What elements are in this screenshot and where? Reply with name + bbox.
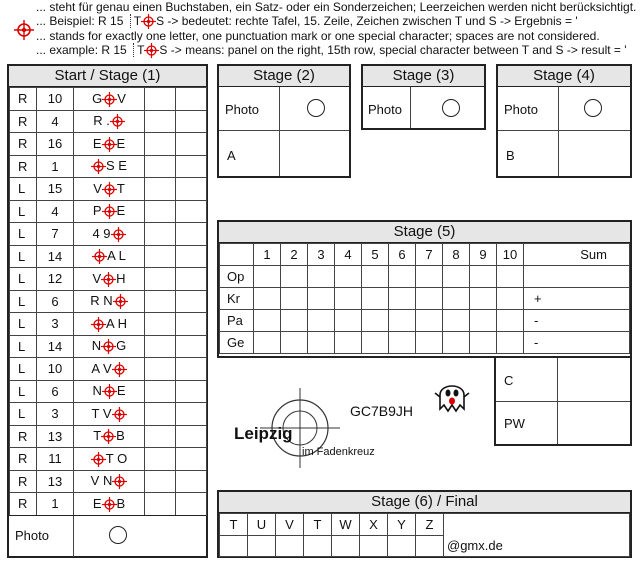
grid-cell[interactable]	[389, 332, 416, 354]
clue-cell: A H	[74, 313, 145, 336]
stage1-row	[10, 380, 207, 403]
dotted-separator	[130, 14, 131, 28]
row-label: Op	[220, 266, 254, 288]
row-number-cell: 14	[37, 335, 74, 358]
row-number-cell: 7	[37, 223, 74, 246]
side-cell: R	[10, 448, 37, 471]
stage3-panel	[361, 64, 486, 130]
column-header: 2	[281, 244, 308, 266]
side-cell: L	[10, 403, 37, 426]
photo-circle	[584, 99, 602, 117]
gc-code: GC7B9JH	[350, 403, 414, 419]
stage1-row	[10, 110, 207, 133]
stage5-panel	[217, 220, 632, 358]
row-number-cell: 3	[37, 313, 74, 336]
grid-cell[interactable]	[470, 288, 497, 310]
grid-cell[interactable]	[281, 266, 308, 288]
grid-cell[interactable]	[497, 332, 524, 354]
crosshair-target-icon	[91, 452, 106, 467]
grid-cell[interactable]	[443, 332, 470, 354]
crosshair-target-icon	[144, 43, 159, 58]
column-header: 5	[362, 244, 389, 266]
grid-cell[interactable]	[308, 332, 335, 354]
row-number-cell: 6	[37, 380, 74, 403]
answer-cell[interactable]	[176, 88, 207, 111]
side-cell: L	[10, 290, 37, 313]
column-header: 6	[389, 244, 416, 266]
clue-cell: E B	[74, 493, 145, 516]
grid-cell[interactable]	[308, 266, 335, 288]
answer-cell[interactable]	[176, 448, 207, 471]
answer-cell[interactable]	[145, 358, 176, 381]
dotted-separator	[133, 43, 134, 57]
divider	[498, 130, 630, 131]
row-label: Kr	[220, 288, 254, 310]
grid-cell[interactable]	[389, 288, 416, 310]
clue-cell: V H	[74, 268, 145, 291]
column-header: 10	[497, 244, 524, 266]
divider	[219, 130, 349, 131]
side-cell: L	[10, 178, 37, 201]
stage1-row	[10, 470, 207, 493]
letter-cell: U	[248, 514, 276, 536]
stage1-row	[10, 403, 207, 426]
grid-cell[interactable]	[281, 310, 308, 332]
row-number-cell: 13	[37, 425, 74, 448]
photo-label: Photo	[225, 102, 259, 117]
clue-cell: V N	[74, 470, 145, 493]
stage1-row	[10, 448, 207, 471]
crosshair-target-icon	[91, 159, 106, 174]
crosshair-target-icon	[101, 429, 116, 444]
c-pw-panel	[494, 356, 632, 446]
row-number-cell: 6	[37, 290, 74, 313]
answer-cell[interactable]	[145, 313, 176, 336]
crosshair-target-icon	[101, 272, 116, 287]
stage1-row	[10, 335, 207, 358]
row-number-cell: 15	[37, 178, 74, 201]
answer-cell[interactable]	[176, 470, 207, 493]
stage4-panel	[496, 64, 632, 178]
grid-cell[interactable]	[254, 332, 281, 354]
grid-cell[interactable]	[335, 266, 362, 288]
answer-cell[interactable]	[176, 110, 207, 133]
photo-circle	[442, 99, 460, 117]
answer-cell[interactable]	[145, 335, 176, 358]
row-number-cell: 3	[37, 403, 74, 426]
divider	[558, 87, 559, 176]
crosshair-target-icon	[112, 407, 127, 422]
grid-cell[interactable]	[416, 266, 443, 288]
grid-cell[interactable]	[254, 266, 281, 288]
crosshair-target-icon	[111, 227, 126, 242]
grid-cell[interactable]	[470, 266, 497, 288]
letter-cell: V	[276, 514, 304, 536]
divider	[279, 87, 280, 176]
crosshair-target-icon	[102, 137, 117, 152]
side-cell: L	[10, 313, 37, 336]
grid-cell[interactable]	[416, 288, 443, 310]
value-label-b: B	[506, 148, 515, 163]
clue-cell: R .	[74, 110, 145, 133]
divider	[410, 87, 411, 128]
grid-cell[interactable]	[443, 266, 470, 288]
grid-cell[interactable]	[497, 266, 524, 288]
sum-header: Sum	[524, 244, 630, 266]
stage5-row	[220, 332, 630, 354]
stage1-row	[10, 133, 207, 156]
row-number-cell: 1	[37, 155, 74, 178]
stage6-panel	[217, 490, 632, 558]
answer-cell[interactable]	[304, 536, 332, 557]
photo-circle	[307, 99, 325, 117]
answer-cell[interactable]	[176, 133, 207, 156]
photo-label: Photo	[15, 528, 49, 543]
answer-cell[interactable]	[176, 223, 207, 246]
value-label-a: A	[227, 148, 236, 163]
email-cell: @gmx.de	[444, 514, 630, 557]
answer-cell[interactable]	[145, 88, 176, 111]
answer-cell[interactable]	[220, 536, 248, 557]
stage4-title: Stage (4)	[498, 66, 630, 87]
grid-cell[interactable]	[416, 310, 443, 332]
leipzig-crosshair-logo	[234, 388, 404, 468]
answer-cell[interactable]	[145, 133, 176, 156]
answer-cell[interactable]	[145, 155, 176, 178]
answer-cell[interactable]	[145, 178, 176, 201]
c-label: C	[504, 373, 514, 388]
grid-cell[interactable]	[335, 288, 362, 310]
answer-cell[interactable]	[145, 493, 176, 516]
grid-cell[interactable]	[308, 310, 335, 332]
answer-cell[interactable]	[145, 223, 176, 246]
stage1-row	[10, 313, 207, 336]
clue-cell: S E	[74, 155, 145, 178]
answer-cell[interactable]	[145, 200, 176, 223]
letter-cell: W	[332, 514, 360, 536]
stage1-table	[9, 87, 207, 516]
clue-cell: E E	[74, 133, 145, 156]
corner-cell	[220, 244, 254, 266]
photo-circle	[109, 526, 127, 544]
logo-title: Leipzig	[234, 424, 293, 443]
answer-cell[interactable]	[145, 110, 176, 133]
side-cell: L	[10, 268, 37, 291]
letter-cell: X	[360, 514, 388, 536]
side-cell: R	[10, 110, 37, 133]
stage1-row	[10, 223, 207, 246]
stage1-row	[10, 245, 207, 268]
row-number-cell: 4	[37, 200, 74, 223]
row-number-cell: 13	[37, 470, 74, 493]
clue-cell: R N	[74, 290, 145, 313]
photo-label: Photo	[504, 102, 538, 117]
crosshair-target-icon	[101, 339, 116, 354]
answer-cell[interactable]	[176, 403, 207, 426]
answer-cell[interactable]	[388, 536, 416, 557]
stage3-title: Stage (3)	[363, 66, 484, 87]
letter-cell: Z	[416, 514, 444, 536]
stage1-row	[10, 358, 207, 381]
ghost-icon	[434, 377, 470, 417]
row-number-cell: 10	[37, 358, 74, 381]
grid-cell[interactable]	[281, 332, 308, 354]
stage1-row	[10, 268, 207, 291]
answer-cell[interactable]	[176, 268, 207, 291]
clue-cell: N G	[74, 335, 145, 358]
example-line-en: ... example: R 15 T S -> means: panel on the right, 15th row, special character between T and S -> result = '	[36, 43, 627, 57]
column-header: 3	[308, 244, 335, 266]
letter-cell: Y	[388, 514, 416, 536]
side-cell: R	[10, 88, 37, 111]
row-label: Pa	[220, 310, 254, 332]
grid-cell[interactable]	[362, 288, 389, 310]
grid-cell[interactable]	[470, 332, 497, 354]
side-cell: R	[10, 155, 37, 178]
answer-cell[interactable]	[176, 200, 207, 223]
side-cell: L	[10, 380, 37, 403]
answer-cell[interactable]	[176, 425, 207, 448]
stage1-photo-row	[9, 515, 206, 556]
clue-cell: V T	[74, 178, 145, 201]
answer-cell[interactable]	[145, 448, 176, 471]
grid-cell[interactable]	[389, 266, 416, 288]
crosshair-target-icon	[113, 294, 128, 309]
answer-cell[interactable]	[276, 536, 304, 557]
side-cell: L	[10, 245, 37, 268]
crosshair-target-icon	[14, 20, 34, 40]
stage5-row	[220, 266, 630, 288]
clue-cell: P E	[74, 200, 145, 223]
stage2-panel	[217, 64, 351, 178]
grid-cell[interactable]	[254, 310, 281, 332]
crosshair-target-icon	[112, 474, 127, 489]
stage1-title: Start / Stage (1)	[9, 66, 206, 87]
clue-cell: 4 9	[74, 223, 145, 246]
row-label: Ge	[220, 332, 254, 354]
stage1-row	[10, 425, 207, 448]
sign-cell	[524, 266, 630, 288]
column-header: 4	[335, 244, 362, 266]
grid-cell[interactable]	[389, 310, 416, 332]
letter-cell: T	[304, 514, 332, 536]
crosshair-target-icon	[102, 384, 117, 399]
side-cell: R	[10, 133, 37, 156]
answer-cell[interactable]	[176, 313, 207, 336]
row-number-cell: 1	[37, 493, 74, 516]
answer-cell[interactable]	[145, 268, 176, 291]
answer-cell[interactable]	[145, 470, 176, 493]
stage2-title: Stage (2)	[219, 66, 349, 87]
answer-cell[interactable]	[176, 493, 207, 516]
grid-cell[interactable]	[281, 288, 308, 310]
crosshair-target-icon	[141, 14, 156, 29]
answer-cell[interactable]	[145, 425, 176, 448]
divider	[496, 401, 630, 402]
grid-cell[interactable]	[362, 266, 389, 288]
clue-cell: T V	[74, 403, 145, 426]
stage1-row	[10, 200, 207, 223]
grid-cell[interactable]	[335, 332, 362, 354]
grid-cell[interactable]	[497, 288, 524, 310]
letter-cell: T	[220, 514, 248, 536]
side-cell: L	[10, 223, 37, 246]
sign-cell: +	[524, 288, 630, 310]
answer-cell[interactable]	[248, 536, 276, 557]
grid-cell[interactable]	[308, 288, 335, 310]
column-header: 9	[470, 244, 497, 266]
row-number-cell: 11	[37, 448, 74, 471]
side-cell: L	[10, 335, 37, 358]
grid-cell[interactable]	[497, 310, 524, 332]
crosshair-target-icon	[102, 182, 117, 197]
clue-cell: A L	[74, 245, 145, 268]
answer-cell[interactable]	[332, 536, 360, 557]
stage5-title: Stage (5)	[219, 222, 630, 243]
row-number-cell: 14	[37, 245, 74, 268]
answer-cell[interactable]	[360, 536, 388, 557]
stage5-row	[220, 288, 630, 310]
clue-cell: T O	[74, 448, 145, 471]
crosshair-target-icon	[91, 317, 106, 332]
legend-line-en: ... stands for exactly one letter, one punctuation mark or one special character; spaces are not considered.	[36, 29, 600, 43]
row-number-cell: 16	[37, 133, 74, 156]
answer-cell[interactable]	[176, 178, 207, 201]
clue-cell: A V	[74, 358, 145, 381]
answer-cell[interactable]	[145, 380, 176, 403]
clue-cell: G V	[74, 88, 145, 111]
stage6-title: Stage (6) / Final	[219, 492, 630, 513]
stage1-row	[10, 290, 207, 313]
legend-line-de: ... steht für genau einen Buchstaben, ein Satz- oder ein Sonderzeichen; Leerzeichen werden nicht berücksichtigt.	[36, 0, 637, 14]
stage1-row	[10, 155, 207, 178]
crosshair-target-icon	[102, 92, 117, 107]
clue-cell: T B	[74, 425, 145, 448]
row-number-cell: 10	[37, 88, 74, 111]
crosshair-target-icon	[102, 497, 117, 512]
grid-cell[interactable]	[335, 310, 362, 332]
side-cell: R	[10, 425, 37, 448]
stage1-panel	[7, 64, 208, 558]
grid-cell[interactable]	[416, 332, 443, 354]
answer-cell[interactable]	[176, 380, 207, 403]
answer-cell[interactable]	[416, 536, 444, 557]
row-number-cell: 4	[37, 110, 74, 133]
sign-cell: -	[524, 332, 630, 354]
grid-cell[interactable]	[362, 332, 389, 354]
answer-cell[interactable]	[176, 358, 207, 381]
grid-cell[interactable]	[470, 310, 497, 332]
column-header: 1	[254, 244, 281, 266]
sign-cell: -	[524, 310, 630, 332]
divider	[73, 516, 74, 557]
grid-cell[interactable]	[443, 288, 470, 310]
stage5-table	[219, 243, 630, 354]
answer-cell[interactable]	[176, 245, 207, 268]
clue-cell: N E	[74, 380, 145, 403]
crosshair-target-icon	[110, 114, 125, 129]
answer-cell[interactable]	[145, 290, 176, 313]
crosshair-target-icon	[102, 204, 117, 219]
crosshair-target-icon	[92, 249, 107, 264]
column-header: 7	[416, 244, 443, 266]
answer-cell[interactable]	[176, 335, 207, 358]
example-line-de: ... Beispiel: R 15 T S -> bedeutet: rechte Tafel, 15. Zeile, Zeichen zwischen T und S -> Ergebnis = '	[36, 14, 578, 28]
side-cell: L	[10, 358, 37, 381]
stage5-row	[220, 310, 630, 332]
stage1-row	[10, 493, 207, 516]
answer-cell[interactable]	[176, 290, 207, 313]
row-number-cell: 12	[37, 268, 74, 291]
answer-cell[interactable]	[145, 403, 176, 426]
grid-cell[interactable]	[443, 310, 470, 332]
logo-subtitle: im Fadenkreuz	[302, 446, 375, 458]
stage1-row	[10, 88, 207, 111]
photo-label: Photo	[368, 102, 402, 117]
answer-cell[interactable]	[145, 245, 176, 268]
grid-cell[interactable]	[254, 288, 281, 310]
grid-cell[interactable]	[362, 310, 389, 332]
crosshair-target-icon	[112, 362, 127, 377]
stage6-table	[219, 513, 630, 557]
side-cell: R	[10, 493, 37, 516]
column-header: 8	[443, 244, 470, 266]
side-cell: L	[10, 200, 37, 223]
side-cell: R	[10, 470, 37, 493]
stage1-row	[10, 178, 207, 201]
answer-cell[interactable]	[176, 155, 207, 178]
pw-label: PW	[504, 416, 525, 431]
